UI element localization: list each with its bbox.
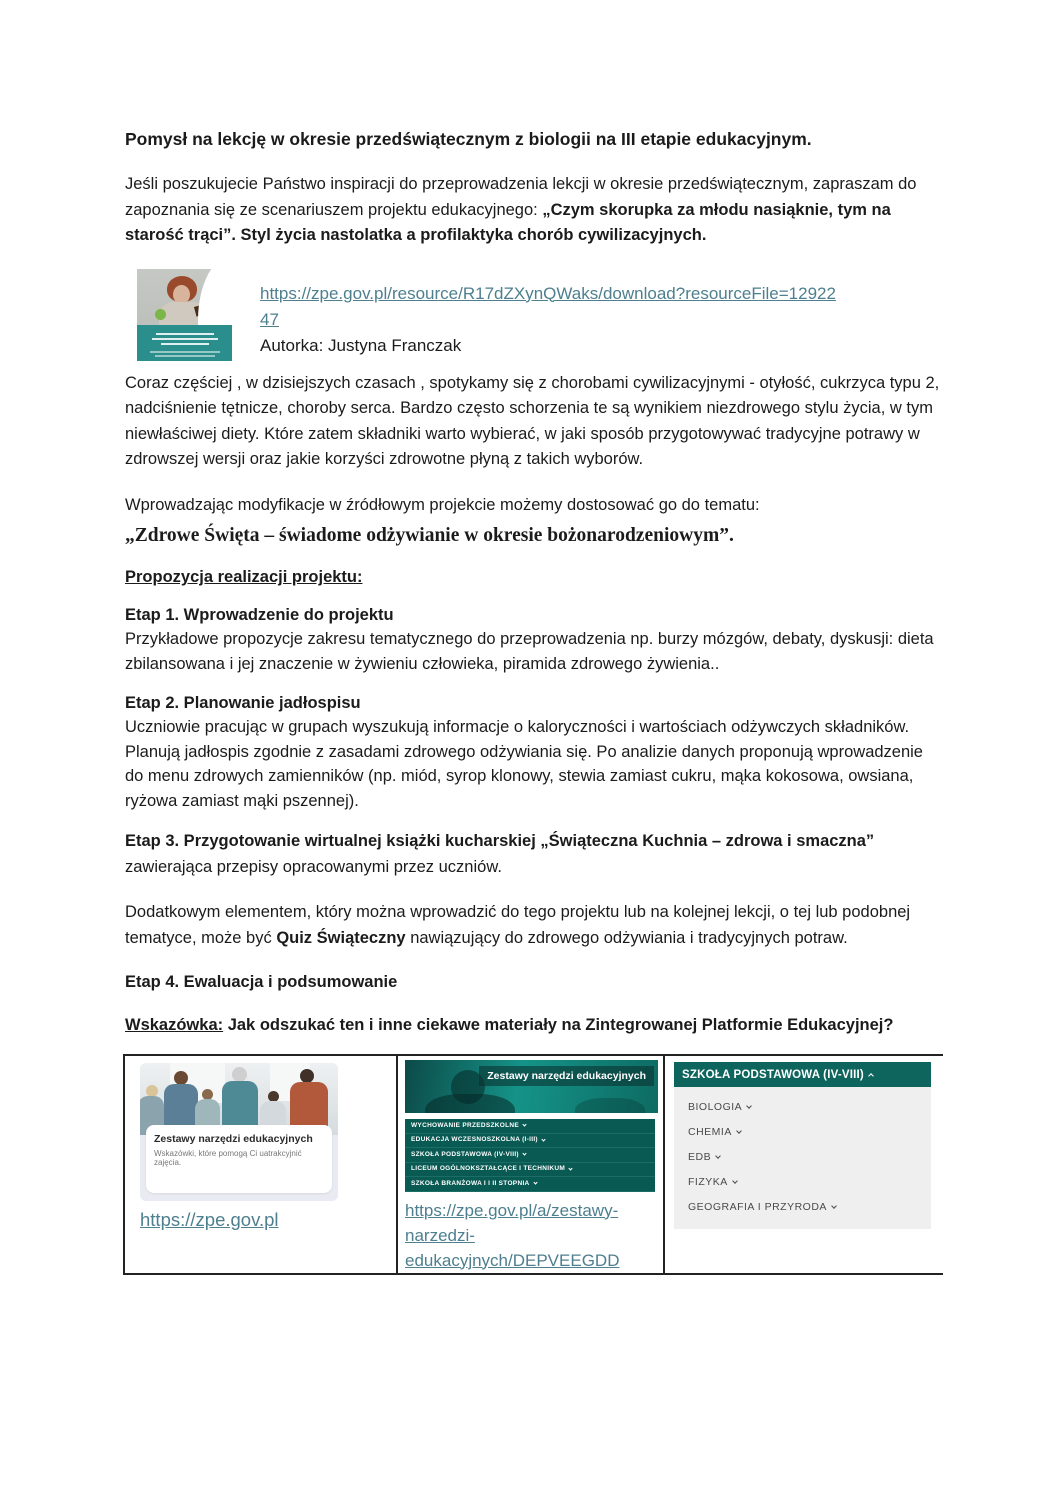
stage-1 (125, 604, 944, 676)
stage-3 (125, 829, 944, 880)
subject-chemia: CHEMIA (688, 1126, 931, 1138)
toolkits-banner (405, 1060, 658, 1113)
extra-text-post: nawiązujący do zdrowego odżywiania i tradycyjnych potraw. (405, 928, 848, 947)
zpe-home-card (146, 1125, 332, 1193)
zpe-home-card-subtitle: Wskazówki, które pomogą Ci uatrakcyjnić zajęcia. (154, 1149, 302, 1167)
extra-text-pre: Dodatkowym elementem, który można wprowadzić do tego projektu lub na kolejnej lekcji, o tej lub podobnej tematyce, może być (125, 903, 911, 947)
stage-2-title: Etap 2. Planowanie jadłospisu (125, 694, 361, 712)
chevron-down-icon (568, 1166, 572, 1170)
resource-download-link[interactable]: https://zpe.gov.pl/resource/R17dZXynQWaks/download?resourceFile=1292247 (260, 283, 836, 329)
subjects-list (674, 1087, 931, 1229)
resource-meta (260, 269, 840, 359)
zpe-homepage-screenshot (140, 1063, 338, 1201)
project-theme-quote: „Zdrowe Święta – świadome odżywianie w okresie bożonarodzeniowym”. (125, 525, 734, 546)
chevron-down-icon (746, 1103, 752, 1109)
paragraph-modification: Wprowadzając modyfikacje w źródłowym projekcie możemy dostosować go do tematu: (125, 495, 760, 514)
menu-item-liceum: LICEUM OGÓLNOKSZTAŁCĄCE I TECHNIKUM (405, 1163, 655, 1178)
page-title: Pomysł na lekcję w okresie przedświątecznym z biologii na III etapie edukacyjnym. (125, 129, 812, 149)
tip-paragraph (125, 1013, 944, 1038)
menu-item-przedszkolne: WYCHOWANIE PRZEDSZKOLNE (405, 1119, 655, 1134)
stage-2 (125, 692, 944, 813)
intro-bold-text: „Czym skorupka za młodu nasiąknie, tym na starość trąci”. Styl życia nastolatka a profilaktyka chorób cywilizacyjnych. (125, 200, 891, 244)
table-cell-subjects (663, 1056, 945, 1273)
stage-3-title: Etap 3. Przygotowanie wirtualnej książki kucharskiej „Świąteczna Kuchnia – zdrowa i smaczna” (125, 832, 875, 850)
stage-4-title: Etap 4. Ewaluacja i podsumowanie (125, 973, 398, 991)
intro-text: Jeśli poszukujecie Państwo inspiracji do przeprowadzenia lekcji w okresie przedświątecznym, zapraszam do zapoznania się ze scenariuszem projektu edukacyjnego: (125, 175, 917, 219)
paragraph-diseases: Coraz częściej , w dzisiejszych czasach , spotykamy się z chorobami cywilizacyjnymi - otyłość, cukrzyca typu 2, nadciśnienie tętnicze, choroby serca. Bardzo często schorzenia te są wynikiem niezdrowego stylu życia, w tym niewłaściwej diety. Które zatem składniki warto wybierać, w jaki sposób przygotowywać tradycyjne potrawy w zdrowszej wersji oraz jakie korzyści zdrowotne płyną z takich wyborów. (125, 373, 940, 468)
chevron-down-icon (736, 1128, 742, 1134)
proposal-heading: Propozycja realizacji projektu: (125, 568, 363, 586)
stage-2-body: Uczniowie pracując w grupach wyszukują informacje o kaloryczności i wartościach odżywczych składników. Planują jadłospis zgodnie z zasadami zdrowego odżywiania się. Po analizie danych proponują wprowadzenie do menu zdrowych zamienników (np. miód, syrop klonowy, stewia zamiast cukru, mąka kokosowa, owsiana, ryżowa zamiast mąki pszennej). (125, 718, 923, 810)
chevron-down-icon (541, 1137, 545, 1141)
subjects-header: SZKOŁA PODSTAWOWA (IV-VIII) (674, 1062, 931, 1087)
stage-3-body: zawierająca przepisy opracowanymi przez uczniów. (125, 857, 502, 876)
chevron-down-icon (732, 1178, 738, 1184)
toolkits-banner-title: Zestawy narzędzi edukacyjnych (479, 1066, 654, 1086)
chevron-down-icon (522, 1123, 526, 1127)
tip-text: Jak odszukać ten i inne ciekawe materiały na Zintegrowanej Platformie Edukacyjnej? (223, 1016, 894, 1034)
menu-item-wczesnoszkolna: EDUKACJA WCZESNOSZKOLNA (I-III) (405, 1134, 655, 1149)
resource-author: Autorka: Justyna Franczak (260, 335, 462, 355)
menu-item-podstawowa: SZKOŁA PODSTAWOWA (IV-VIII) (405, 1148, 655, 1163)
education-level-menu (405, 1119, 655, 1192)
chevron-up-icon (868, 1073, 874, 1079)
chevron-down-icon (522, 1152, 526, 1156)
cover-apple (155, 309, 166, 320)
table-cell-zpe-home (125, 1056, 396, 1273)
stage-1-body: Przykładowe propozycje zakresu tematycznego do przeprowadzenia np. burzy mózgów, debaty, dyskusji: dieta zbilansowana i jej znaczenie w żywieniu człowieka, piramida zdrowego żywienia.. (125, 630, 934, 673)
chevron-down-icon (533, 1181, 537, 1185)
resource-block (125, 269, 944, 361)
table-cell-toolkits (396, 1056, 663, 1273)
stage-1-title: Etap 1. Wprowadzenie do projektu (125, 606, 394, 624)
tip-label: Wskazówka: (125, 1016, 224, 1034)
menu-item-branzowa: SZKOŁA BRANŻOWA I I II STOPNIA (405, 1177, 655, 1192)
cover-teal-band (137, 325, 232, 361)
extra-quiz-bold: Quiz Świąteczny (276, 928, 406, 947)
chevron-down-icon (831, 1203, 837, 1209)
resource-cover-thumbnail (137, 269, 232, 361)
toolkits-link[interactable]: https://zpe.gov.pl/a/zestawy-narzedzi-edukacyjnych/DEPVEEGDD (405, 1200, 620, 1270)
subject-geografia: GEOGRAFIA I PRZYRODA (688, 1201, 931, 1213)
extra-paragraph (125, 900, 944, 951)
subject-fizyka: FIZYKA (688, 1176, 931, 1188)
intro-paragraph (125, 172, 944, 249)
chevron-down-icon (715, 1153, 721, 1159)
zpe-home-card-title: Zestawy narzędzi edukacyjnych (154, 1133, 313, 1145)
subject-edb: EDB (688, 1151, 931, 1163)
cover-person-face (173, 285, 190, 304)
zpe-home-link[interactable]: https://zpe.gov.pl (140, 1209, 279, 1230)
subject-biologia: BIOLOGIA (688, 1101, 931, 1113)
screenshots-table (123, 1054, 943, 1275)
